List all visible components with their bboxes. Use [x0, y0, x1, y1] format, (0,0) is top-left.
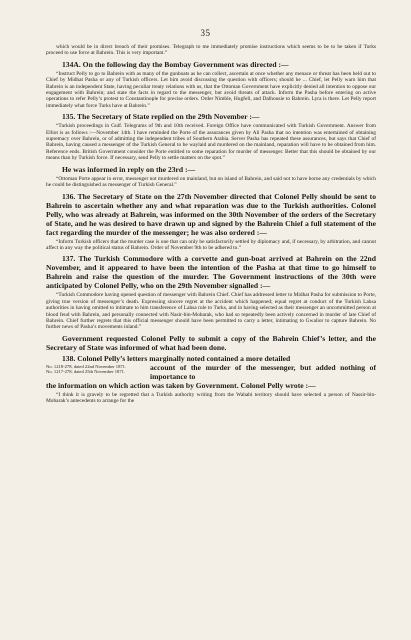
reply-intro: He was informed in reply on the 23rd :—	[62, 164, 196, 174]
section-138-head: 138. Colonel Pelly’s letters marginally noted contained a more detailed	[62, 353, 291, 363]
quote-paragraph: “Instruct Pelly to go to Bahrein with as many of the gunboats as he can collect, ascertain at once whether any menace or threat has been held out to Chief by Midhat Pasha or any of Turkish officers. Let him avoid discussing the question with officers; should he ... Chief, let Pelly warn him that Bahrein is an independent State, having peculiar treaty relations with us, that the Ottoman Government have explicitly denied all intention to oppose our engagement with Bahrein; and state the facts in regard to the messenger, but avoid threats of attack. Inform the Pasha before entering on active operations to refer Pelly’s protest to Constantinople for precise orders. Order Nimble, Hugfell, and Dalhousie to Bahrein. Lyra is there. Let Pelly report immediately what force Turks have at Bahrein.”	[46, 70, 376, 109]
section-135-intro: 135. The Secretary of State replied on the 29th November :—	[62, 112, 260, 122]
section-136: 136. The Secretary of State on the 27th November directed that Colonel Pelly should be sent to Bahrein to ascertain whether any and what reparation was due to the Turkish authorities. Colonel Pelly, who was already at Bahrein, was informed on the 30th November of the orders of the Secretary of State, and he was desired to have drawn up and signed by the Bahrein Chief a full statement of the fact regarding the murder of the messenger; he was also ordered :—	[46, 191, 376, 237]
quote-paragraph: “Turkish Commodore having opened question of messenger with Bahrein Chief. Chief has addressed letter to Midhat Pasha for submission to Porte, giving true version of messenger’s death. Expressing sincere regret at the accident which happened; equal regret at conduct of the Turkish Lahsa authorities in having omitted to intimate to him transference of Lahsa rule to Turks, and in having selected as their messenger an uncommitted person at blood feud with Bahrein, and personally connected with Nasir-bin-Mobarak, who had so repeatedly been actively concerned in murder of late Chief of Bahrein. Chief further regrets that this official messenger should have been permitted to carry a letter, intimating to Gwalior to capture Bahrein. No further news of Pasha’s movements inland.”	[46, 292, 376, 331]
section-137: 137. The Turkish Commodore with a corvette and gun-boat arrived at Bahrein on the 22nd November, and it appeared to have been the intention of the Pasha at that time to go himself to Bahrein and raise the question of the murder. The Government instructions of the 30th were anticipated by Colonel Pelly, who on the 29th November signalled :—	[46, 254, 376, 291]
section-138-side: account of the murder of the messenger, but added nothing of importance to	[150, 362, 376, 381]
section-138-tail: the information on which action was taken by Government. Colonel Pelly wrote :—	[46, 380, 316, 390]
marginal-note: No. 1218-278, dated 22nd November 1871.	[46, 363, 127, 369]
quote-paragraph: “Turkish proceedings in Gulf. Telegrams of 9th and 10th received. Foreign Office have communicated with Turkish Government. Answer from Elliot is as follows :—November 14th. I have reminded the Porte of the assurances given by Ali Pasha that no intention was entertained of obtaining supremacy over Bahrein, or of admitting the independent tribes of Southern Arabia. Server Pasha has repeated these assurances, but says that Chief of Bahrein, having caused a messenger of the Turkish General to be waylaid and murdered on the mainland, reparation will have to be obtained from him. Reference ends. British Government consider the Porte entitled to some reparation for murder of messenger. Better that this should be obtained by our means than by Turkish force. If necessary, send Pelly to settle matters on the spot.”	[46, 123, 376, 162]
marginal-note-row	[46, 363, 376, 381]
page-body	[46, 44, 376, 405]
government-request: Government requested Colonel Pelly to submit a copy of the Bahrein Chief’s letter, and the Secretary of State was informed of what had been done.	[46, 333, 376, 352]
quote-paragraph: “Inform Turkish officers that the murder case is one that can only be satisfactorily settled by diplomacy and, if necessary, by arbitration, and cannot affect in any way the political status of Bahrein. Order of November 9th to be adhered to.”	[46, 238, 376, 251]
marginal-notes	[46, 363, 150, 375]
quote-paragraph: “I think it is gravely to be regretted that a Turkish authority writing from the Wahabi territory should have selected a person of Nassir-bin-Mobarak’s antecedents to arrange for the	[46, 391, 376, 405]
marginal-note: No. 1217-278, dated 25th November 1871.	[46, 369, 126, 375]
quote-paragraph: which would be in direct breach of their promises. Telegraph to me immediately promise instructions which seems to be to be taken if Turks proceed to use force at Bahrein. This is very important.”	[46, 44, 376, 57]
section-134a-intro: 134A. On the following day the Bombay Government was directed :—	[62, 59, 289, 69]
quote-paragraph: “Ottoman Porte appear in error, messenger not murdered on mainland, but on island of Bahrein, and said not to have borne any credentials by which he could be distinguished as messenger of Turkish General.”	[46, 175, 376, 189]
page-number: 35	[200, 28, 211, 38]
